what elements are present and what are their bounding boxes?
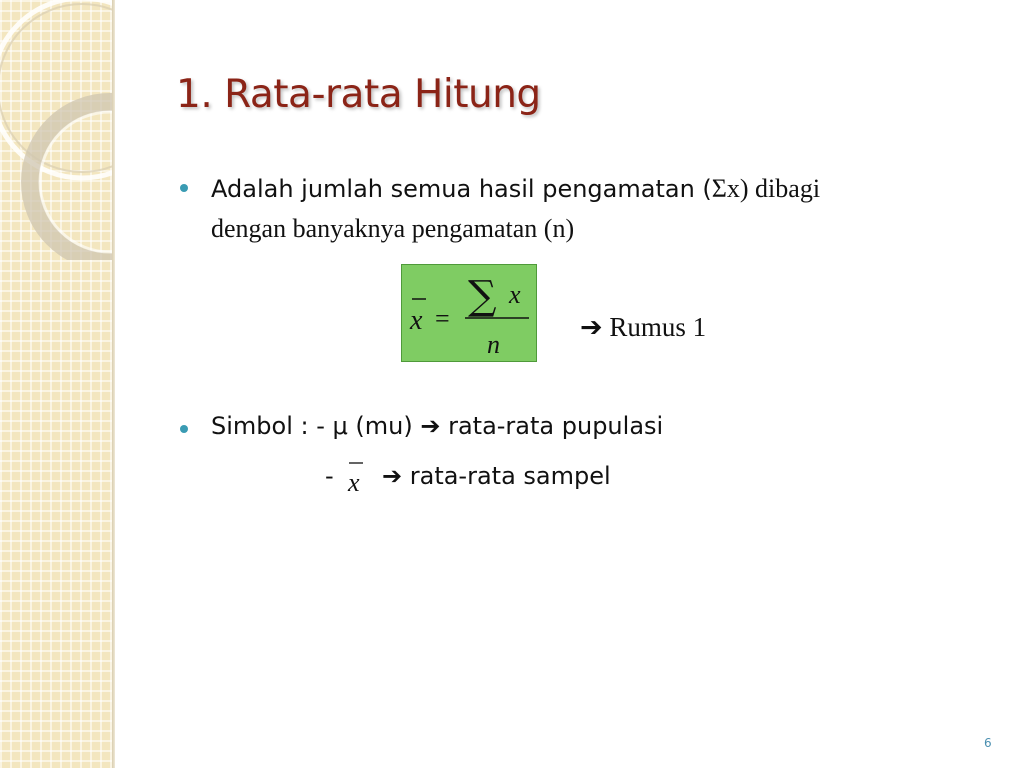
bullet-marker — [180, 184, 188, 192]
slide-title: 1. Rata-rata Hitung — [176, 72, 541, 117]
decorative-rings — [0, 0, 112, 260]
sample-mean-symbol — [344, 458, 370, 498]
arrow-icon: ➔ — [580, 312, 603, 342]
symbol-text: Simbol : - μ (mu) — [211, 412, 421, 440]
formula-denominator: n — [487, 330, 500, 359]
bullet-1-line-1 — [211, 174, 820, 204]
svg-text:x: x — [348, 468, 360, 497]
bullet-1-sum-text: Σx) dibagi — [711, 174, 821, 203]
formula-label: Rumus 1 — [609, 312, 707, 342]
arrow-icon: ➔ — [382, 462, 403, 490]
bullet-2-line-2 — [382, 462, 611, 490]
formula-lhs: x — [410, 305, 423, 336]
sample-mean-desc: rata-rata sampel — [402, 462, 611, 490]
formula-sum-symbol: ∑ — [468, 273, 497, 319]
formula-equals: = — [435, 304, 450, 333]
bullet-2-dash: - — [325, 462, 334, 490]
bullet-marker — [180, 425, 188, 433]
formula-caption — [580, 312, 706, 343]
decorative-side-panel — [0, 0, 112, 768]
side-panel-border — [112, 0, 115, 768]
mean-formula-box — [401, 264, 537, 362]
bullet-1-line-2: dengan banyaknya pengamatan (n) — [211, 214, 575, 243]
bullet-1-text: Adalah jumlah semua hasil pengamatan ( — [211, 175, 712, 203]
formula-numerator: x — [509, 280, 521, 309]
page-number: 6 — [984, 736, 992, 750]
population-mean-desc: rata-rata pupulasi — [440, 412, 664, 440]
arrow-icon: ➔ — [420, 412, 441, 440]
bullet-2-line-1 — [211, 412, 663, 440]
mean-formula — [402, 265, 536, 361]
